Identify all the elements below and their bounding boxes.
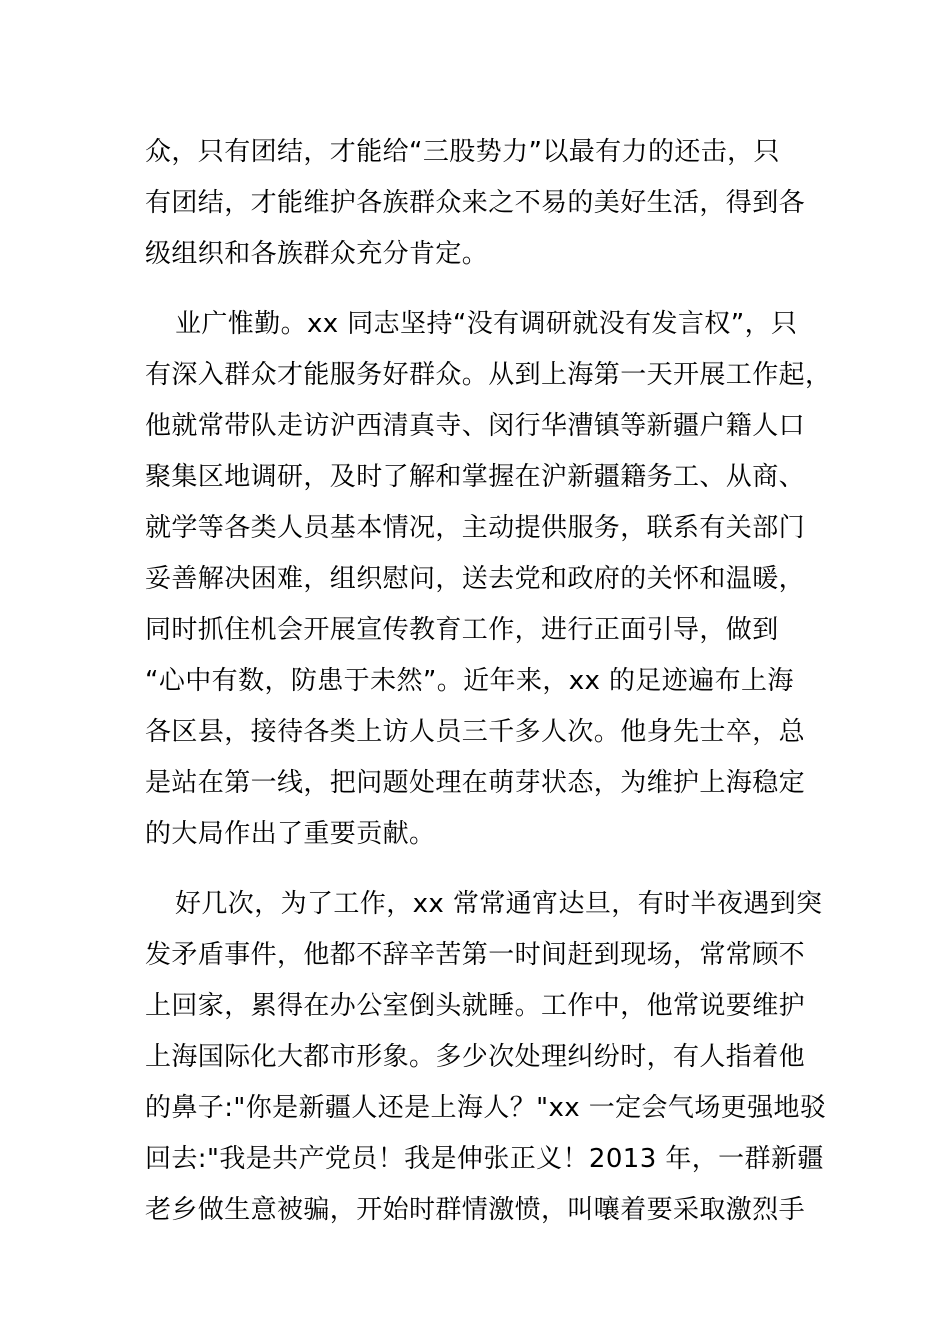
document-body [145, 127, 832, 1236]
text-line: 的大局作出了重要贡献。 [145, 819, 436, 849]
text-line: 回去:"我是共产党员！我是伸张正义！2013 年，一群新疆 [145, 1144, 824, 1174]
text-line: 聚集区地调研，及时了解和掌握在沪新疆籍务工、从商、 [145, 462, 806, 492]
text-line: 同时抓住机会开展宣传教育工作，进行正面引导，做到 [145, 615, 779, 645]
text-line: 上海国际化大都市形象。多少次处理纠纷时，有人指着他 [145, 1042, 806, 1072]
text-line: “心中有数，防患于未然”。近年来，xx 的足迹遍布上海 [145, 666, 794, 696]
paragraph [145, 879, 827, 1236]
text-line: 上回家，累得在办公室倒头就睡。工作中，他常说要维护 [145, 991, 806, 1021]
text-line: 的鼻子:"你是新疆人还是上海人？"xx 一定会气场更强地驳 [145, 1093, 827, 1123]
text-line: 就学等各类人员基本情况，主动提供服务，联系有关部门 [145, 513, 806, 543]
text-line: 各区县，接待各类上访人员三千多人次。他身先士卒，总 [145, 717, 806, 747]
text-line: 有深入群众才能服务好群众。从到上海第一天开展工作起， [145, 360, 832, 390]
text-line: 老乡做生意被骗，开始时群情激愤，叫嚷着要采取激烈手 [145, 1195, 806, 1225]
text-line: 是站在第一线，把问题处理在萌芽状态，为维护上海稳定 [145, 768, 806, 798]
paragraph [145, 127, 805, 280]
text-line: 众，只有团结，才能给“三股势力”以最有力的还击，只 [145, 137, 780, 167]
text-line: 发矛盾事件，他都不辞辛苦第一时间赶到现场，常常顾不 [145, 940, 806, 970]
text-line: 级组织和各族群众充分肯定。 [145, 239, 489, 269]
text-line: 妥善解决困难，组织慰问，送去党和政府的关怀和温暖， [145, 564, 806, 594]
text-line: 有团结，才能维护各族群众来之不易的美好生活，得到各 [145, 188, 806, 218]
text-line: 业广惟勤。xx 同志坚持“没有调研就没有发言权”，只 [175, 309, 798, 339]
text-line: 好几次，为了工作，xx 常常通宵达旦，有时半夜遇到突 [175, 889, 823, 919]
text-line: 他就常带队走访沪西清真寺、闵行华漕镇等新疆户籍人口 [145, 411, 806, 441]
paragraph [145, 299, 832, 860]
